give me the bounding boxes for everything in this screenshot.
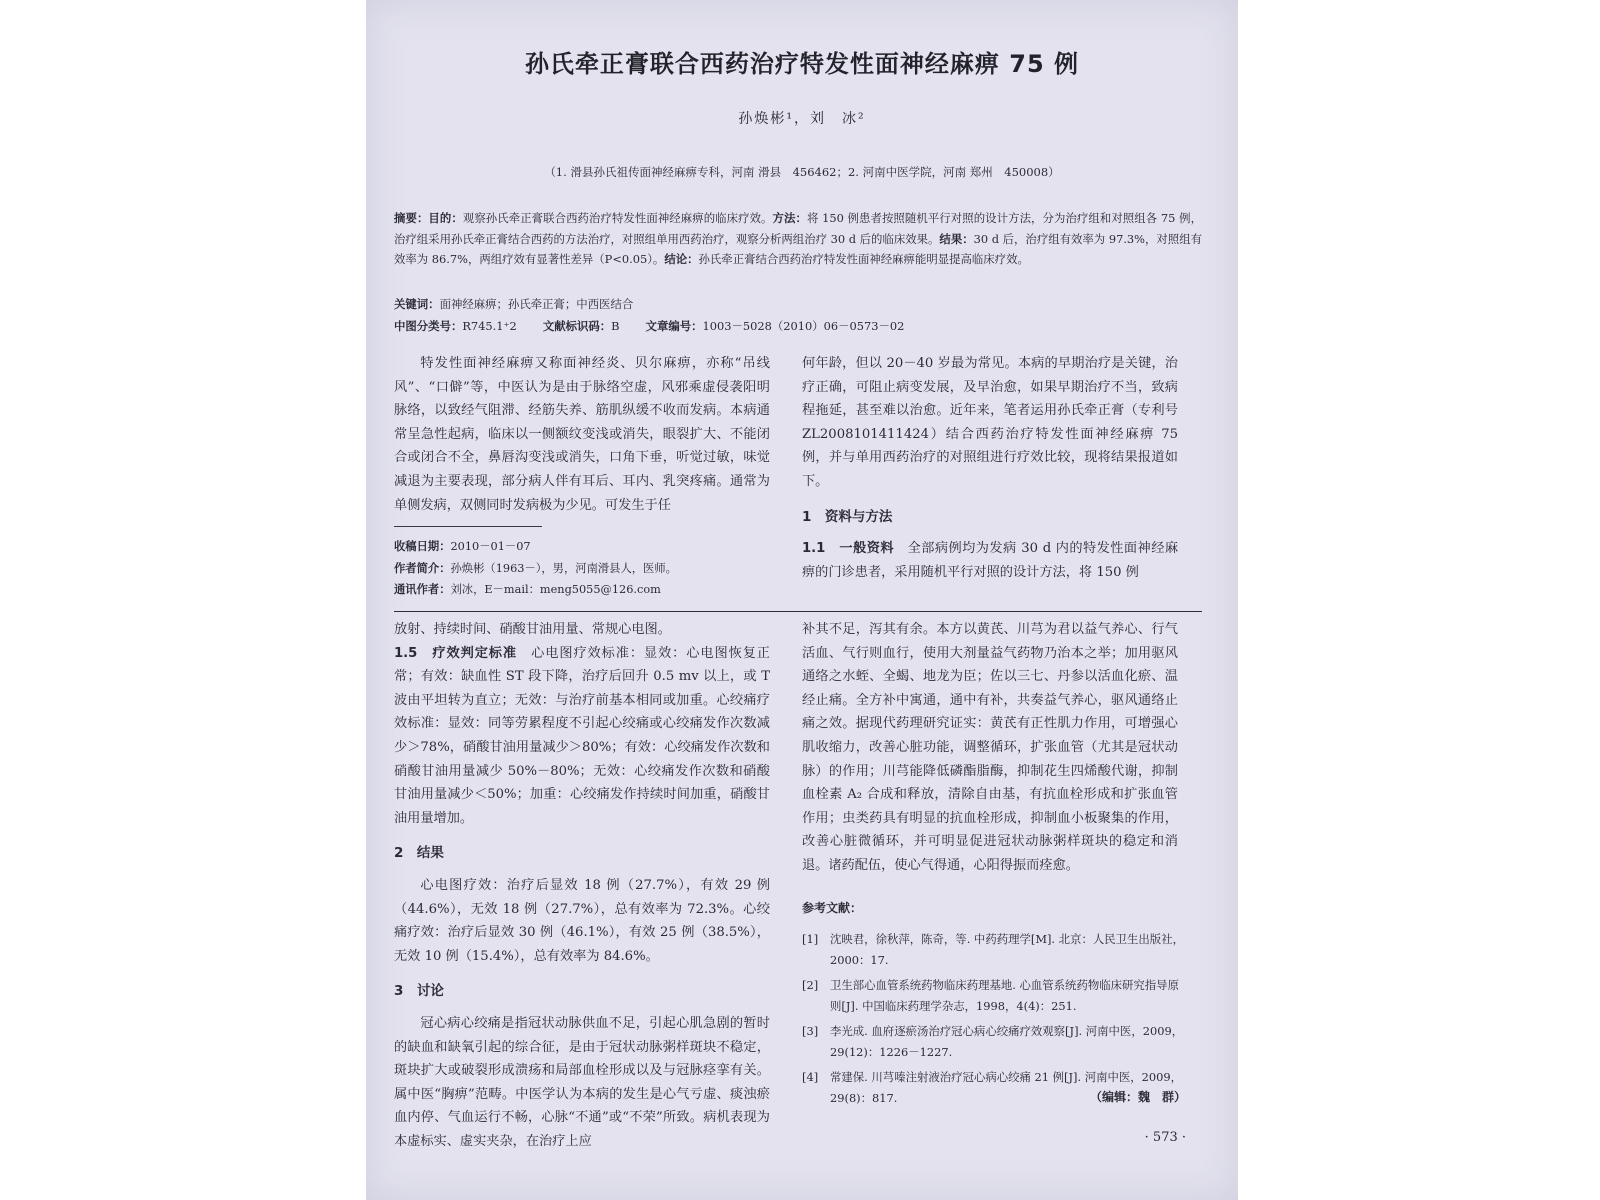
reference-number: [4] xyxy=(802,1070,819,1084)
lower-left-continuation: 放射、持续时间、硝酸甘油用量、常规心电图。 xyxy=(394,622,671,637)
abstract-purpose: 观察孙氏牵正膏联合西药治疗特发性面神经麻痹的临床疗效。 xyxy=(462,211,773,225)
classification-line xyxy=(394,318,904,334)
intro-column-right xyxy=(802,352,1178,584)
received-date: 2010－01－07 xyxy=(450,540,531,553)
references-heading: 参考文献： xyxy=(802,901,863,915)
results-paragraph: 心电图疗效：治疗后显效 18 例（27.7%），有效 29 例（44.6%），无效 18 例（27.7%），总有效率为 72.3%。心绞痛疗效：治疗后显效 30 例（46.1%），有效 25 例（38.5%），无效 10 例（15.4%），总有效率为 84.6%。 xyxy=(394,877,770,964)
purpose-label: 目的： xyxy=(428,211,463,225)
intro-paragraph: 特发性面神经麻痹又称面神经炎、贝尔麻痹，亦称“吊线风”、“口僻”等，中医认为是由于脉络空虚，风邪乘虚侵袭阳明脉络，以致经气阻滞、经筋失养、筋肌纵缓不收而发病。本病通常呈急性起病，临床以一侧额纹变浅或消失，眼裂扩大、不能闭合或闭合不全，鼻唇沟变浅或消失，口角下垂，听觉过敏，味觉减退为主要表现，部分病人伴有耳后、耳内、乳突疼痛。通常为单侧发病，双侧同时发病极为少见。可发生于任 xyxy=(394,356,770,513)
article-title: 孙氏牵正膏联合西药治疗特发性面神经麻痹 75 例 xyxy=(524,50,1080,78)
doc-code-value: B xyxy=(611,319,620,333)
clc-label: 中图分类号： xyxy=(394,319,463,333)
reference-item xyxy=(802,975,1186,1017)
result-label: 结果： xyxy=(939,231,974,246)
reference-item xyxy=(802,929,1186,971)
received-label: 收稿日期： xyxy=(394,540,451,553)
abstract xyxy=(394,208,1202,270)
section-3-heading: 3 讨论 xyxy=(394,983,444,1000)
conclusion-label: 结论： xyxy=(664,252,699,266)
doc-code-label: 文献标识码： xyxy=(542,319,612,333)
journal-page xyxy=(366,0,1238,1200)
reference-number: [2] xyxy=(802,978,819,992)
abstract-label: 摘要： xyxy=(394,211,429,225)
reference-number: [3] xyxy=(802,1024,819,1038)
abstract-result: 30 d 后，治疗组有效率为 97.3%，对照组有效率为 86.7%，两组疗效有显著性差异（P<0.05）。 xyxy=(394,231,1202,266)
keywords-label: 关键词： xyxy=(394,297,440,311)
author-bio-label: 作者简介： xyxy=(394,561,451,575)
intro-column-left xyxy=(394,352,770,517)
subsection-1-1-text: 全部病例均为发病 30 d 内的特发性面神经麻痹的门诊患者，采用随机平行对照的设计方法，将 150 例 xyxy=(802,541,1179,580)
article-affiliation: （1. 滑县孙氏祖传面神经麻痹专科，河南 滑县 456462；2. 河南中医学院，河南 郑州 450008） xyxy=(544,165,1060,179)
reference-number: [1] xyxy=(802,932,819,946)
discussion-paragraph-cont: 补其不足，泻其有余。本方以黄芪、川芎为君以益气养心、行气活血、气行则血行，使用大剂量益气药物乃治本之举；加用驱风通络之水蛭、全蝎、地龙为臣；佐以三七、丹参以活血化瘀、温经止痛。全方补中寓通，通中有补，共奏益气养心，驱风通络止痛之效。据现代药理研究证实：黄芪有正性肌力作用，可增强心肌收缩力，改善心脏功能，调整循环，扩张血管（尤其是冠状动脉）的作用；川芎能降低磷酯脂酶，抑制花生四烯酸代谢，抑制血栓素 A₂ 合成和释放，清除自由基，有抗血栓形成和扩张血管作用；虫类药具有明显的抗血栓形成，抑制血小板聚集的作用，改善心脏微循环，并可明显促进冠状动脉粥样斑块的稳定和消退。诸药配伍，使心气得通，心阳得振而痊愈。 xyxy=(802,622,1178,873)
reference-text: 沈映君，徐秋萍，陈奇，等. 中药药理学[M]. 北京：人民卫生出版社，2000：17. xyxy=(830,932,1184,967)
intro-paragraph-cont: 何年龄，但以 20－40 岁最为常见。本病的早期治疗是关键，治疗正确，可阻止病变发展，及早治愈，如果早期治疗不当，致病程拖延，甚至难以治愈。近年来，笔者运用孙氏牵正膏（专利号 ZL2008101411424）结合西药治疗特发性面神经麻痹 75 例，并与单用西药治疗的对照组进行疗效比较，现将结果报道如下。 xyxy=(802,356,1178,489)
page-divider xyxy=(394,611,1202,612)
footnotes xyxy=(394,536,677,601)
corresponding-label: 通讯作者： xyxy=(394,583,451,596)
article-no-value: 1003－5028（2010）06－0573－02 xyxy=(702,319,905,333)
article-no-label: 文章编号： xyxy=(645,319,703,333)
abstract-conclusion: 孙氏牵正膏结合西药治疗特发性面神经麻痹能明显提高临床疗效。 xyxy=(698,252,1029,266)
clc-value: R745.1⁺2 xyxy=(462,319,517,333)
footnote-rule xyxy=(394,526,542,527)
lower-column-right xyxy=(802,618,1178,878)
section-2-heading: 2 结果 xyxy=(394,845,444,862)
author-bio: 孙焕彬（1963－），男，河南滑县人，医师。 xyxy=(450,561,677,575)
subsection-1-5-heading: 1.5 疗效判定标准 xyxy=(394,645,518,661)
subsection-1-1-heading: 1.1 一般资料 xyxy=(802,541,894,557)
reference-text: 李光成. 血府逐瘀汤治疗冠心病心绞痛疗效观察[J]. 河南中医，2009，29(12)：1226－1227. xyxy=(830,1024,1184,1059)
corresponding-author: 刘冰，E－mail：meng5055@126.com xyxy=(450,583,661,596)
method-label: 方法： xyxy=(772,211,807,225)
reference-text: 卫生部心血管系统药物临床药理基地. 心血管系统药物临床研究指导原则[J]. 中国临床药理学杂志，1998，4(4)：251. xyxy=(830,978,1179,1013)
subsection-1-5-text: 心电图疗效标准：显效：心电图恢复正常；有效：缺血性 ST 段下降，治疗后回升 0.5 mv 以上，或 T 波由平坦转为直立；无效：与治疗前基本相同或加重。心绞痛疗效标准：显效：同等劳累程度不引起心绞痛或心绞痛发作次数减少＞78%，硝酸甘油用量减少＞80%；有效：心绞痛发作次数和硝酸甘油用量减少 50%－80%；无效：心绞痛发作次数和硝酸甘油用量减少＜50%；加重：心绞痛发作持续时间加重，硝酸甘油用量增加。 xyxy=(394,645,770,826)
keywords-text: 面神经麻痹；孙氏牵正膏；中西医结合 xyxy=(439,297,634,311)
editor-note: （编辑：魏 群） xyxy=(1089,1090,1186,1104)
page-number: · 573 · xyxy=(1144,1130,1186,1145)
lower-column-left xyxy=(394,618,770,1153)
discussion-paragraph: 冠心病心绞痛是指冠状动脉供血不足，引起心肌急剧的暂时的缺血和缺氧引起的综合征，是由于冠状动脉粥样斑块不稳定，斑块扩大或破裂形成溃疡和局部血栓形成以及与冠脉痉挛有关。属中医“胸痹”范畴。中医学认为本病的发生是心气亏虚、痰浊瘀血内停、气血运行不畅，心脉“不通”或“不荣”所致。病机表现为本虚标实、虚实夹杂，在治疗上应 xyxy=(394,1015,770,1149)
article-authors: 孙焕彬¹，刘 冰² xyxy=(738,111,866,127)
references xyxy=(802,898,1186,1113)
abstract-method: 将 150 例患者按照随机平行对照的设计方法，分为治疗组和对照组各 75 例，治疗组采用孙氏牵正膏结合西药的方法治疗，对照组单用西药治疗，观察分析两组治疗 30 d 后的临床效果。 xyxy=(394,211,1202,246)
reference-item xyxy=(802,1021,1186,1063)
section-1-heading: 1 资料与方法 xyxy=(802,508,893,525)
keywords xyxy=(394,296,633,312)
reference-text: 常建保. 川芎嗪注射液治疗冠心病心绞痛 21 例[J]. 河南中医，2009，29(8)：817. xyxy=(830,1070,1183,1105)
